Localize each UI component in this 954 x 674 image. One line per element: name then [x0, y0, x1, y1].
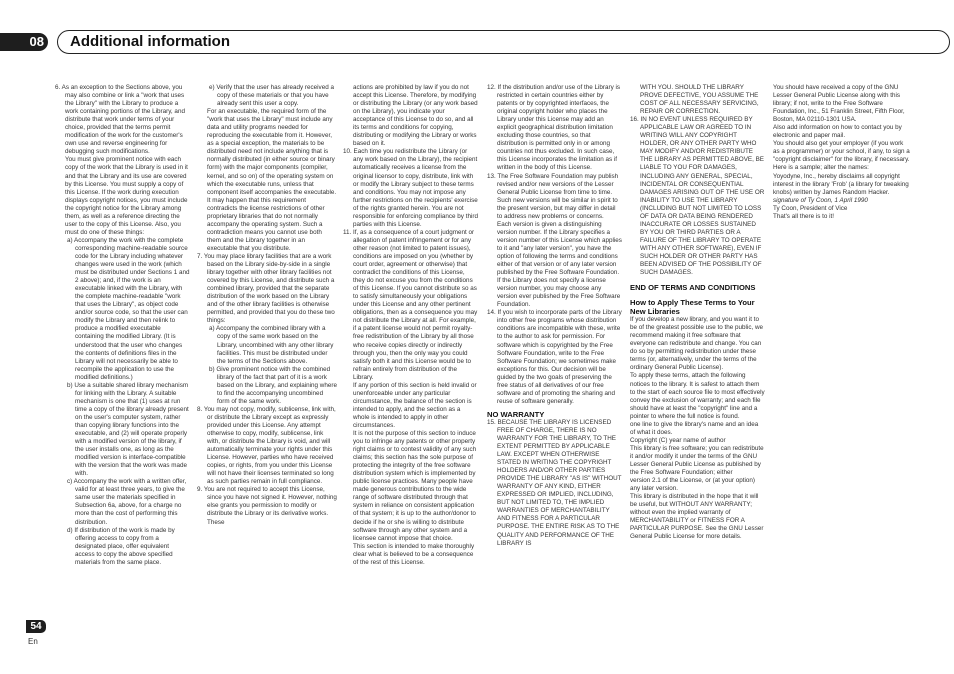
section-heading: END OF TERMS AND CONDITIONS	[630, 283, 756, 293]
paragraph: WITH YOU. SHOULD THE LIBRARY PROVE DEFECTIVE, YOU ASSUME THE COST OF ALL NECESSARY SERVICING, REPAIR OR CORRECTION.	[640, 84, 759, 116]
paragraph: b) Use a suitable shared library mechanism for linking with the Library. A suitable mechanism is one that (1) uses at run time a copy of the library already present on the user's computer system, rather than copying library functions into the executable, and (2) will operate properly with a modified version of the library, if the user installs one, as long as the modified version is interface-compatible with the version that the work was made with.	[67, 381, 189, 478]
paragraph: This library is free software; you can redistribute it and/or modify it under the terms of the GNU Lesser General Public License as published by the Free Software Foundation; either	[630, 444, 764, 477]
paragraph: This library is distributed in the hope that it will be useful, but WITHOUT ANY WARRANTY; without even the implied warranty of MERCHANTABILITY or FITNESS FOR A PARTICULAR PURPOSE. See the GNU Lesser General Public License for more details.	[630, 493, 764, 541]
text-column-4	[487, 84, 622, 548]
paragraph: 12. If the distribution and/or use of the Library is restricted in certain countries either by patents or by copyrighted interfaces, the original copyright holder who places the Library under this License may add an explicit geographical distribution limitation excluding those countries, so that distribution is permitted only in or among countries not thus excluded. In such case, this License incorporates the limitation as if written in the body of this License.	[487, 84, 621, 172]
paragraph: signature of Ty Coon, 1 April 1990	[773, 196, 868, 204]
paragraph: Each version is given a distinguishing version number. If the Library specifies a version number of this License which applies to it and "any later version", you have the option of following the terms and conditions either of that version or of any later version published by the Free Software Foundation. If the Library does not specify a license version number, you may choose any version ever published by the Free Software Foundation.	[497, 220, 622, 309]
paragraph: 16. IN NO EVENT UNLESS REQUIRED BY APPLICABLE LAW OR AGREED TO IN WRITING WILL ANY COPYRIGHT HOLDER, OR ANY OTHER PARTY WHO MAY MODIFY AND/OR REDISTRIBUTE THE LIBRARY AS PERMITTED ABOVE, BE LIABLE TO YOU FOR DAMAGES, INCLUDING ANY GENERAL, SPECIAL, INCIDENTAL OR CONSEQUENTIAL DAMAGES ARISING OUT OF THE USE OR INABILITY TO USE THE LIBRARY (INCLUDING BUT NOT LIMITED TO LOSS OF DATA OR DATA BEING RENDERED INACCURATE OR LOSSES SUSTAINED BY YOU OR THIRD PARTIES OR A FAILURE OF THE LIBRARY TO OPERATE WITH ANY OTHER SOFTWARE), EVEN IF SUCH HOLDER OR OTHER PARTY HAS BEEN ADVISED OF THE POSSIBILITY OF SUCH DAMAGES.	[630, 116, 765, 277]
paragraph: d) If distribution of the work is made by offering access to copy from a designated place, offer equivalent access to copy the above specified materials from the same place.	[67, 526, 175, 566]
paragraph: That's all there is to it!	[773, 212, 835, 220]
text-column-1	[55, 84, 190, 567]
paragraph: e) Verify that the user has already received a copy of these materials or that you have already sent this user a copy.	[209, 84, 334, 108]
page-title: Additional information	[70, 33, 230, 50]
text-column-3	[343, 84, 478, 567]
paragraph: For an executable, the required form of the "work that uses the Library" must include any data and utility programs needed for reproducing the executable from it. However, as a special exception, the materials to be distributed need not include anything that is normally distributed (in either source or binary form) with the major components (compiler, kernel, and so on) of the operating system on which the executable runs, unless that component itself accompanies the executable.	[207, 108, 337, 196]
paragraph: If any portion of this section is held invalid or unenforceable under any particular circumstance, the balance of the section is intended to apply, and the section as a whole is intended to apply in other circumstances.	[353, 381, 477, 429]
paragraph: Ty Coon, President of Vice	[773, 204, 848, 212]
paragraph: 7. You may place library facilities that are a work based on the Library side-by-side in a single library together with other library facilities not covered by this License, and distribute such a combined library, provided that the separate distribution of the work based on the Library and of the other library facilities is otherwise permitted, and provided that you do these two things:	[197, 252, 335, 325]
paragraph: You should also get your employer (if you work as a programmer) or your school, if any, to sign a "copyright disclaimer" for the library, if necessary. Here is a sample; alter the names:	[773, 140, 910, 172]
section-heading: How to Apply These Terms to Your New Libraries	[630, 298, 755, 317]
paragraph: actions are prohibited by law if you do not accept this License. Therefore, by modifying or distributing the Library (or any work based on the Library), you indicate your acceptance of this License to do so, and all its terms and conditions for copying, distributing or modifying the Library or works based on it.	[353, 84, 478, 148]
paragraph: It may happen that this requirement contradicts the license restrictions of other proprietary libraries that do not normally accompany the operating system. Such a contradiction means you cannot use both them and the Library together in an executable that you distribute.	[207, 196, 325, 252]
paragraph: 14. If you wish to incorporate parts of the Library into other free programs whose distribution conditions are incompatible with these, write to the author to ask for permission. For software which is copyrighted by the Free Software Foundation, write to the Free Software Foundation; we sometimes make exceptions for this. Our decision will be guided by the two goals of preserving the free status of all derivatives of our free software and of promoting the sharing and reuse of software generally.	[487, 309, 622, 405]
paragraph: b) Give prominent notice with the combined library of the fact that part of it is a work based on the Library, and explaining where to find the accompanying uncombined form of the same work.	[209, 365, 337, 405]
text-column-6	[773, 84, 911, 221]
paragraph: It is not the purpose of this section to induce you to infringe any patents or other property right claims or to contest validity of any such claims; this section has the sole purpose of protecting the integrity of the free software distribution system which is implemented by public license practices. Many people have made generous contributions to the wide range of software distributed through that system in reliance on consistent application of that system; it is up to the author/donor to decide if he or she is willing to distribute software through any other system and a licensee cannot impose that choice.	[353, 430, 477, 542]
paragraph: You should have received a copy of the GNU Lesser General Public License along with this library; if not, write to the Free Software Foundation, Inc., 51 Franklin Street, Fifth Floor, Boston, MA 02110-1301 USA.	[773, 84, 905, 124]
text-column-5	[630, 84, 765, 541]
paragraph: one line to give the library's name and an idea of what it does.	[630, 420, 759, 436]
paragraph: This section is intended to make thoroughly clear what is believed to be a consequence of the rest of this License.	[353, 542, 475, 566]
section-heading: NO WARRANTY	[487, 409, 545, 419]
paragraph: 15. BECAUSE THE LIBRARY IS LICENSED FREE OF CHARGE, THERE IS NO WARRANTY FOR THE LIBRARY, TO THE EXTENT PERMITTED BY APPLICABLE LAW. EXCEPT WHEN OTHERWISE STATED IN WRITING THE COPYRIGHT HOLDERS AND/OR OTHER PARTIES PROVIDE THE LIBRARY "AS IS" WITHOUT WARRANTY OF ANY KIND, EITHER EXPRESSED OR IMPLIED, INCLUDING, BUT NOT LIMITED TO, THE IMPLIED WARRANTIES OF MERCHANTABILITY AND FITNESS FOR A PARTICULAR PURPOSE. THE ENTIRE RISK AS TO THE QUALITY AND PERFORMANCE OF THE LIBRARY IS	[487, 418, 622, 547]
paragraph: If you develop a new library, and you want it to be of the greatest possible use to the public, we recommend making it free software that everyone can redistribute and change. You can do so by permitting redistribution under these terms (or, alternatively, under the terms of the ordinary General Public License).	[630, 316, 764, 372]
paragraph: Also add information on how to contact you by electronic and paper mail.	[773, 124, 902, 140]
paragraph: a) Accompany the combined library with a copy of the same work based on the Library, uncombined with any other library facilities. This must be distributed under the terms of the Sections above.	[209, 325, 334, 365]
paragraph: Copyright (C) year name of author	[630, 436, 726, 444]
paragraph: 13. The Free Software Foundation may publish revised and/or new versions of the Lesser General Public License from time to time. Such new versions will be similar in spirit to the present version, but may differ in detail to address new problems or concerns.	[487, 172, 619, 220]
paragraph: 8. You may not copy, modify, sublicense, link with, or distribute the Library except as expressly provided under this License. Any attempt otherwise to copy, modify, sublicense, link with, or distribute the Library is void, and will automatically terminate your rights under this License. However, parties who have received copies, or rights, from you under this License will not have their licenses terminated so long as such parties remain in full compliance.	[197, 405, 336, 486]
paragraph: 10. Each time you redistribute the Library (or any work based on the Library), the recipient automatically receives a license from the original licensor to copy, distribute, link with or modify the Library subject to these terms and conditions. You may not impose any further restrictions on the recipients' exercise of the rights granted herein. You are not responsible for enforcing compliance by third parties with this License.	[343, 148, 478, 228]
paragraph: 9. You are not required to accept this License, since you have not signed it. However, nothing else grants you permission to modify or distribute the Library or its derivative works. These	[197, 486, 337, 526]
text-column-2	[197, 84, 337, 527]
chapter-number-tab: 08	[0, 33, 48, 51]
language-label: En	[28, 637, 38, 646]
paragraph: 11. If, as a consequence of a court judgment or allegation of patent infringement or for any other reason (not limited to patent issues), conditions are imposed on you (whether by court order, agreement or otherwise) that contradict the conditions of this License, they do not excuse you from the conditions of this License. If you cannot distribute so as to satisfy simultaneously your obligations under this License and any other pertinent obligations, then as a consequence you may not distribute the Library at all. For example, if a patent license would not permit royalty-free redistribution of the Library by all those who receive copies directly or indirectly through you, then the only way you could satisfy both it and this License would be to refrain entirely from distribution of the Library.	[343, 228, 478, 381]
paragraph: a) Accompany the work with the complete corresponding machine-readable source code for the Library including whatever changes were used in the work (which must be distributed under Sections 1 and 2 above); and, if the work is an executable linked with the Library, with the complete machine-readable "work that uses the Library", as object code and/or source code, so that the user can modify the Library and then relink to produce a modified executable containing the modified Library. (It is understood that the user who changes the contents of definitions files in the Library will not necessarily be able to recompile the application to use the modified definitions.)	[67, 236, 190, 381]
paragraph: version 2.1 of the License, or (at your option) any later version.	[630, 477, 755, 493]
paragraph: c) Accompany the work with a written offer, valid for at least three years, to give the same user the materials specified in Subsection 6a, above, for a charge no more than the cost of performing this distribution.	[67, 478, 187, 526]
paragraph: Yoyodyne, Inc., hereby disclaims all copyright interest in the library 'Frob' (a library for tweaking knobs) written by James Random Hacker.	[773, 172, 909, 196]
paragraph: 6. As an exception to the Sections above, you may also combine or link a "work that uses the Library" with the Library to produce a work containing portions of the Library, and distribute that work under terms of your choice, provided that the terms permit modification of the work for the customer's own use and reverse engineering for debugging such modifications.	[55, 84, 185, 156]
page-number: 54	[26, 620, 46, 633]
paragraph: You must give prominent notice with each copy of the work that the Library is used in it and that the Library and its use are covered by this License. You must supply a copy of this License. If the work during execution displays copyright notices, you must include the copyright notice for the Library among them, as well as a reference directing the user to the copy of this License. Also, you must do one of these things:	[65, 156, 188, 236]
paragraph: To apply these terms, attach the following notices to the library. It is safest to attach them to the start of each source file to most effectively convey the exclusion of warranty; and each file should have at least the "copyright" line and a pointer to where the full notice is found.	[630, 372, 765, 420]
